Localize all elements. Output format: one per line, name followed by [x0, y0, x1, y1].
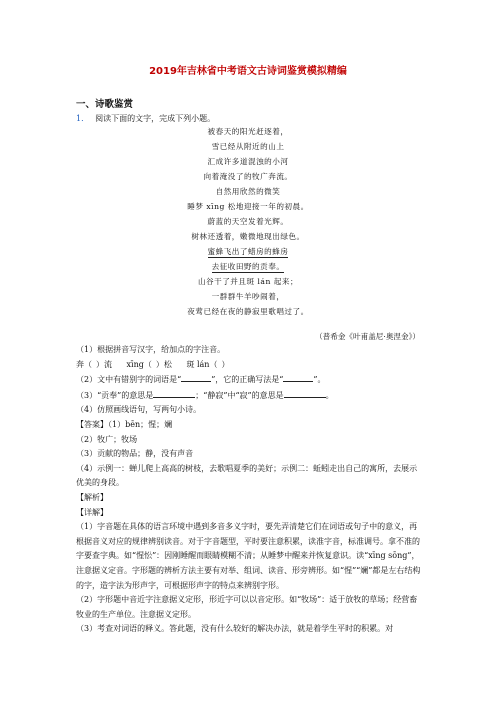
poem-line: 夜莺已经在夜的静寂里歌唱过了。 — [187, 307, 309, 316]
sub2-text-a: （2）文中有错别字的词语是“ — [76, 375, 182, 385]
document-title: 2019年吉林省中考语文古诗词鉴赏模拟精编 — [149, 66, 347, 77]
detail-paragraph: （3）考查对词语的释义。答此题，没有什么较好的解决办法，就是着学生平时的积累。对 — [76, 624, 394, 634]
poem-line: 睡梦 xīng 松地迎接一年的初晨。 — [187, 202, 309, 211]
underlined-line-text: 蜜蜂飞出了蜡房的蜂房 — [207, 247, 289, 256]
detail-tag: 【详解】 — [76, 507, 108, 517]
poem-line-underlined — [0, 246, 496, 257]
pinyin-item: 斑 lán（ — [186, 359, 218, 369]
pinyin-item: xīng（ — [126, 359, 152, 369]
poem-line: 山谷干了并且斑 lán 起来； — [197, 277, 299, 286]
question-prompt-text: 阅读下面的文字，完成下列小题。 — [95, 114, 216, 123]
answer-blank[interactable] — [181, 372, 211, 382]
sub3-text-a: （3）“贡奉”的意思是 — [76, 390, 154, 400]
sub3-text-b: ；“静寂”中“寂”的意思是 — [195, 390, 284, 400]
poem-line: 向着淹没了的牧广奔流。 — [203, 172, 293, 181]
poem-line: 自然用欣然的微笑 — [215, 187, 281, 196]
pinyin-item: ）流 — [96, 359, 112, 369]
poem-line: 树林还透着，嫩微地现出绿色。 — [191, 232, 305, 241]
poem-line-underlined — [0, 261, 496, 272]
questions-block — [76, 343, 422, 637]
underlined-line-text: 去征收田野的贡奉。 — [211, 262, 285, 271]
analysis-tag: 【解析】 — [76, 492, 108, 502]
sub-question-3 — [76, 388, 422, 404]
pinyin-item: ） — [221, 359, 230, 369]
poem-line: 被春天的阳光赶逐着， — [207, 127, 289, 136]
pinyin-item: 奔（ — [76, 359, 92, 369]
detail-paragraph: （2）字形题中音近字注意据义定形，形近字可以以音定形。如“牧场”：适于放牧的草场；经营畜牧业的生产单位。注意据义定形。 — [76, 595, 418, 619]
answer-blank[interactable] — [153, 388, 195, 398]
question-prompt — [76, 113, 215, 124]
answer-line: （4）示例一：蝉儿爬上高高的树枝，去歌唱夏季的美好；示例二：蚯蚓走出自己的寓所，去展示优美的身段。 — [76, 463, 418, 488]
sub-question-2 — [76, 372, 422, 388]
sub2-text-b: ”，它的正确写法是“ — [211, 375, 284, 385]
answer-heading: 【答案】（1）bēn；惺；斓 — [76, 419, 173, 429]
answer-line: （3）贡献的物品；静，没有声音 — [76, 449, 194, 459]
pinyin-items — [76, 358, 422, 373]
detail-paragraph: （1）字音题在具体的语言环境中遇到多音多义字时，要先弄清楚它们在词语或句子中的意义，再根据音义对应的规律辨别读音。对于字音题型，平时要注意积累，读准字音，标准调号。拿不准的字要查字典。如“惺忪”：因刚睡醒而眼睛模糊不清；从睡梦中醒来并恢复意识。读“xīng sōng”，注意据义定音。字形题的辨析方法主要有对举、组词、读音、形旁辨形。如“惺”“斓”都是左右结构的字，造字法为形声字，可根据形声字的特点来辨别字形。 — [76, 522, 421, 590]
sub-question-1: （1）根据拼音写汉字，给加点的字注音。 — [76, 345, 226, 354]
sub3-text-c: 。 — [325, 390, 334, 400]
section-heading: 一、诗歌鉴赏 — [76, 99, 134, 110]
poem-line: 蔚蓝的天空发着光辉。 — [207, 217, 289, 226]
question-number: 1． — [76, 114, 90, 123]
answer-line: （2）牧广；牧场 — [76, 434, 138, 444]
answer-blank[interactable] — [284, 388, 326, 398]
poem-line: 汇成许多道混浊的小河 — [207, 157, 289, 166]
poem-line: 一群群牛羊吵闹着， — [211, 292, 285, 301]
sub-question-4: （4）仿照画线语句，写两句小诗。 — [76, 405, 202, 415]
sub2-text-c: ”。 — [313, 375, 326, 385]
poem-attribution: （普希金《叶甫盖尼·奥涅金》） — [315, 332, 420, 341]
answer-blank[interactable] — [283, 372, 313, 382]
poem-line: 雪已经从附近的山上 — [211, 142, 285, 151]
pinyin-item: ）松 — [155, 359, 172, 369]
